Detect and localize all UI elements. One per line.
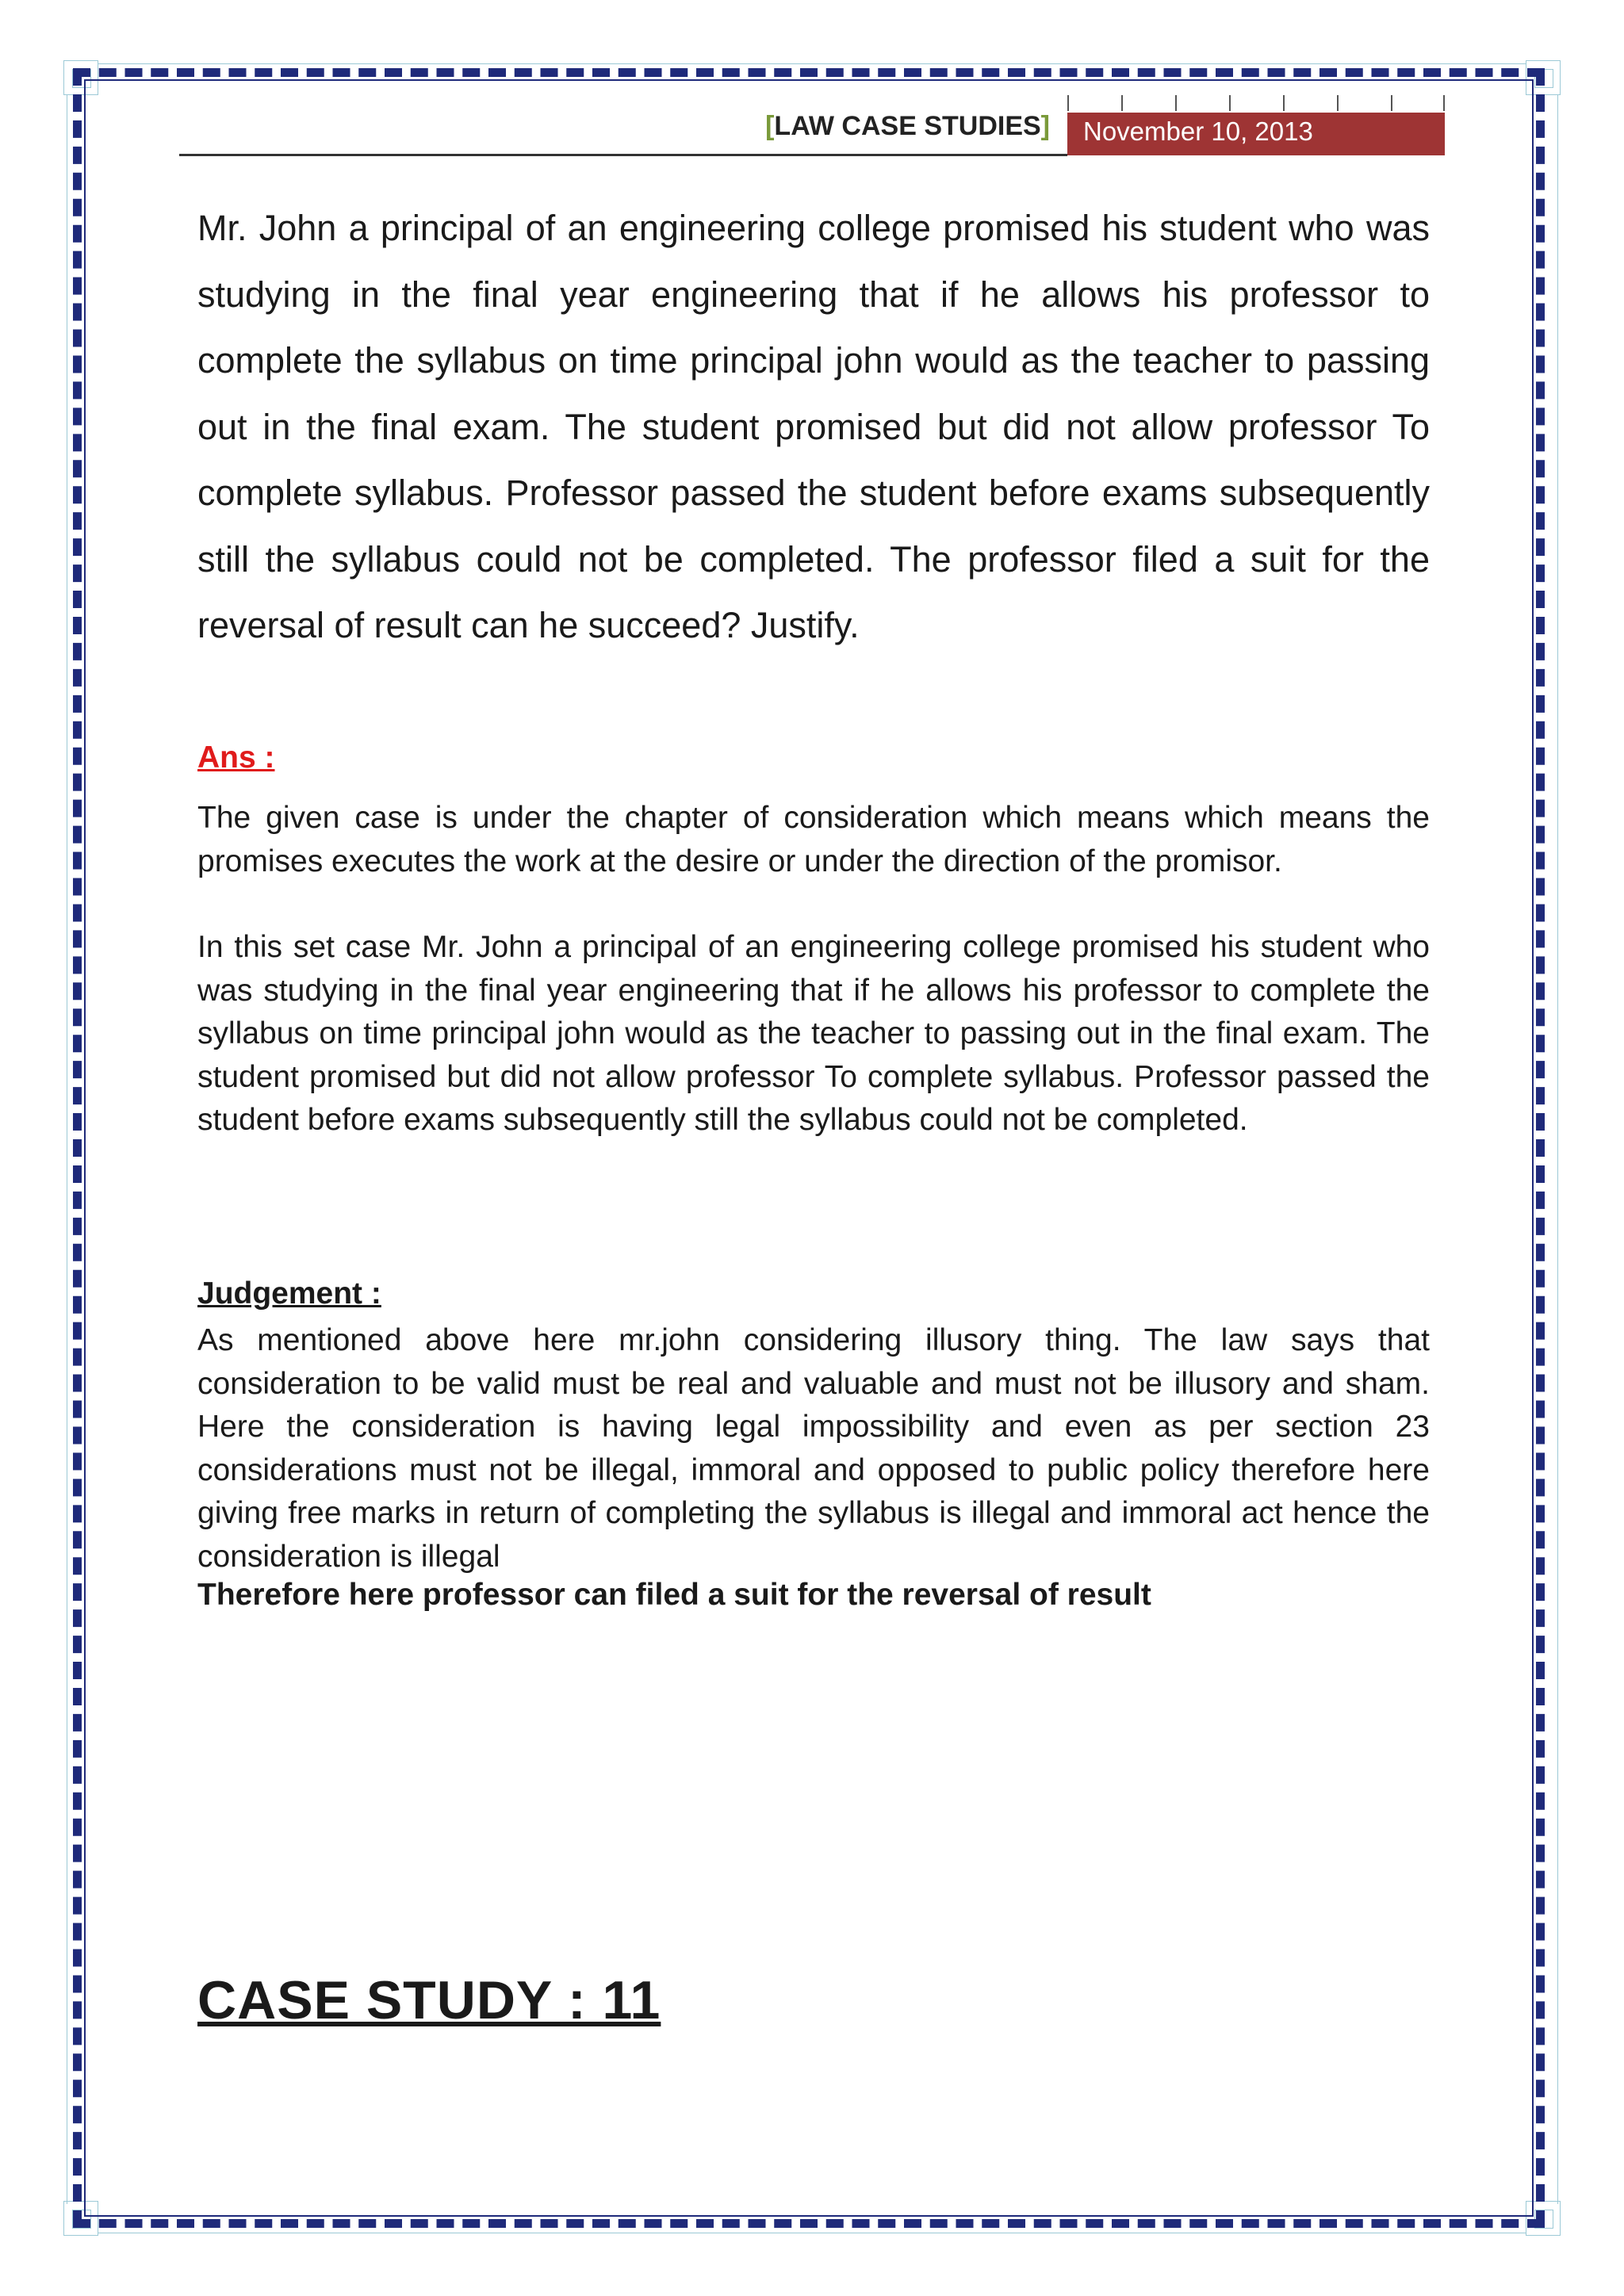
- tick-mark: [1337, 95, 1339, 111]
- answer-label: Ans :: [197, 740, 275, 775]
- tick-mark: [1121, 95, 1123, 111]
- header-bracket-close: ]: [1040, 111, 1050, 141]
- header-title-text: LAW CASE STUDIES: [774, 111, 1041, 141]
- judgement-text: As mentioned above here mr.john considering illusory thing. The law says that consideration to be valid must be real and valuable and must not be illusory and sham. Here the consideration is having legal impossibility and even as per section 23 considerations must not be illegal, immoral and opposed to public policy therefore here giving free marks in return of completing the syllabus is illegal and immoral act hence the consideration is illegal: [197, 1323, 1430, 1574]
- header-rule: [179, 154, 1067, 156]
- page-header: [179, 108, 1445, 157]
- tick-mark: [1067, 95, 1069, 111]
- judgement-label: Judgement :: [197, 1276, 381, 1311]
- answer-paragraph-1: The given case is under the chapter of consideration which means which means the promises executes the work at the desire or under the direction of the promisor.: [197, 801, 1430, 878]
- tick-mark: [1175, 95, 1177, 111]
- header-date: November 10, 2013: [1067, 113, 1445, 155]
- tick-mark: [1283, 95, 1285, 111]
- tick-mark: [1391, 95, 1392, 111]
- judgement-conclusion: Therefore here professor can filed a suit for the reversal of result: [197, 1578, 1151, 1612]
- case-question: Mr. John a principal of an engineering college promised his student who was studying in the final year engineering that if he allows his professor to complete the syllabus on time principal john would as the teacher to passing out in the final exam. The student promised but did not allow professor To complete syllabus. Professor passed the student before exams subsequently still the syllabus could not be completed. The professor filed a suit for the reversal of result can he succeed? Justify.: [197, 208, 1430, 645]
- crop-guide-top: [98, 63, 1526, 64]
- crop-guide-right: [1557, 95, 1558, 2204]
- case-study-heading: CASE STUDY : 11: [197, 1970, 661, 2030]
- answer-paragraph-2: In this set case Mr. John a principal of an engineering college promised his student who was studying in the final year engineering that if he allows his professor to complete the syllabus on time principal john would as the teacher to passing out in the final exam. The student promised but did not allow professor To complete syllabus. Professor passed the student before exams subsequently still the syllabus could not be completed.: [197, 930, 1430, 1138]
- tick-mark: [1443, 95, 1445, 111]
- header-bracket-open: [: [765, 111, 775, 141]
- tick-mark: [1229, 95, 1231, 111]
- header-title: [765, 111, 1050, 142]
- header-tick-marks: [1067, 95, 1445, 111]
